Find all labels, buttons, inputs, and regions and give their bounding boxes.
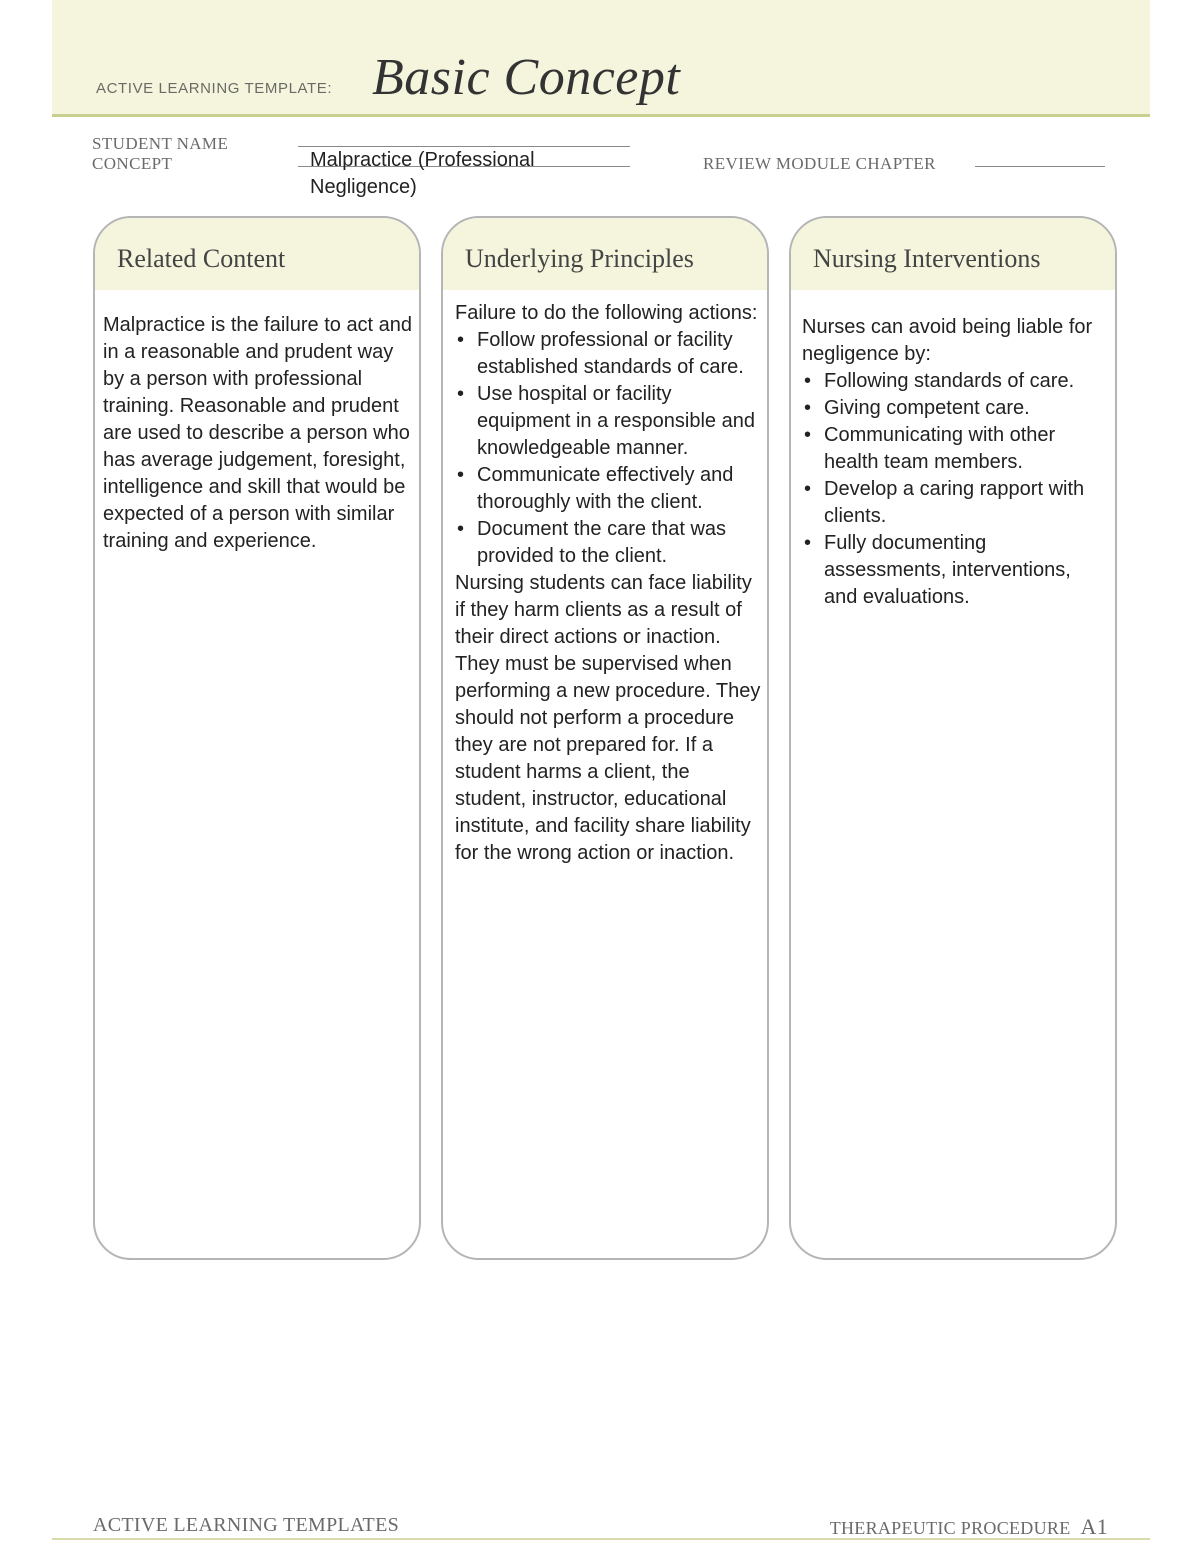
interventions-list: [802, 368, 1109, 611]
footer-section: THERAPEUTIC PROCEDURE: [829, 1518, 1071, 1538]
underlying-principles-body: [443, 290, 767, 867]
footer-divider: [52, 1538, 1150, 1540]
nursing-interventions-header: [791, 218, 1115, 290]
list-item: • Develop a caring rapport with clients.: [802, 476, 1109, 530]
review-module-label: REVIEW MODULE CHAPTER: [703, 154, 936, 173]
list-item: • Communicate effectively and thoroughly with the client.: [455, 462, 761, 516]
list-item: • Follow professional or facility established standards of care.: [455, 327, 761, 381]
template-label: ACTIVE LEARNING TEMPLATE:: [96, 80, 333, 97]
underlying-principles-header: [443, 218, 767, 290]
nursing-interventions-body: [791, 290, 1115, 611]
nursing-interventions-title: Nursing Interventions: [813, 244, 1041, 273]
list-item: • Document the care that was provided to the client.: [455, 516, 761, 570]
footer-right: [830, 1514, 1108, 1540]
principles-intro: Failure to do the following actions:: [455, 302, 758, 324]
concept-label: CONCEPT: [92, 154, 173, 173]
related-content-box: [93, 216, 421, 1260]
related-content-body: [95, 290, 419, 555]
student-name-label: STUDENT NAME: [92, 134, 229, 153]
nursing-interventions-box: [789, 216, 1117, 1260]
interventions-intro: Nurses can avoid being liable for negligence by:: [802, 316, 1093, 365]
footer-code: A1: [1080, 1514, 1108, 1539]
footer-left: ACTIVE LEARNING TEMPLATES: [93, 1514, 400, 1536]
principles-closing: Nursing students can face liability if they harm clients as a result of their direct actions or inaction. They must be supervised when performing a new procedure. They should not perform a procedure they are not prepared for. If a student harms a client, the student, instructor, educational institute, and facility share liability for the wrong action or inaction.: [455, 572, 761, 864]
list-item: • Use hospital or facility equipment in a responsible and knowledgeable manner.: [455, 381, 761, 462]
related-content-text: Malpractice is the failure to act and in a reasonable and prudent way by a person with professional training. Reasonable and prudent are used to describe a person who has average judgement, foresight, intelligence and skill that would be expected of a person with similar training and experience.: [103, 314, 413, 552]
related-content-title: Related Content: [117, 244, 286, 273]
concept-value[interactable]: Malpractice (Professional Negligence): [310, 149, 535, 198]
page-title: Basic Concept: [372, 49, 681, 106]
list-item: • Communicating with other health team members.: [802, 422, 1109, 476]
underlying-principles-title: Underlying Principles: [465, 244, 694, 273]
review-module-field[interactable]: [975, 166, 1105, 167]
list-item: • Giving competent care.: [802, 395, 1109, 422]
underlying-principles-box: [441, 216, 769, 1260]
related-content-header: [95, 218, 419, 290]
list-item: • Following standards of care.: [802, 368, 1109, 395]
principles-list: [455, 327, 761, 570]
list-item: • Fully documenting assessments, interventions, and evaluations.: [802, 530, 1109, 611]
